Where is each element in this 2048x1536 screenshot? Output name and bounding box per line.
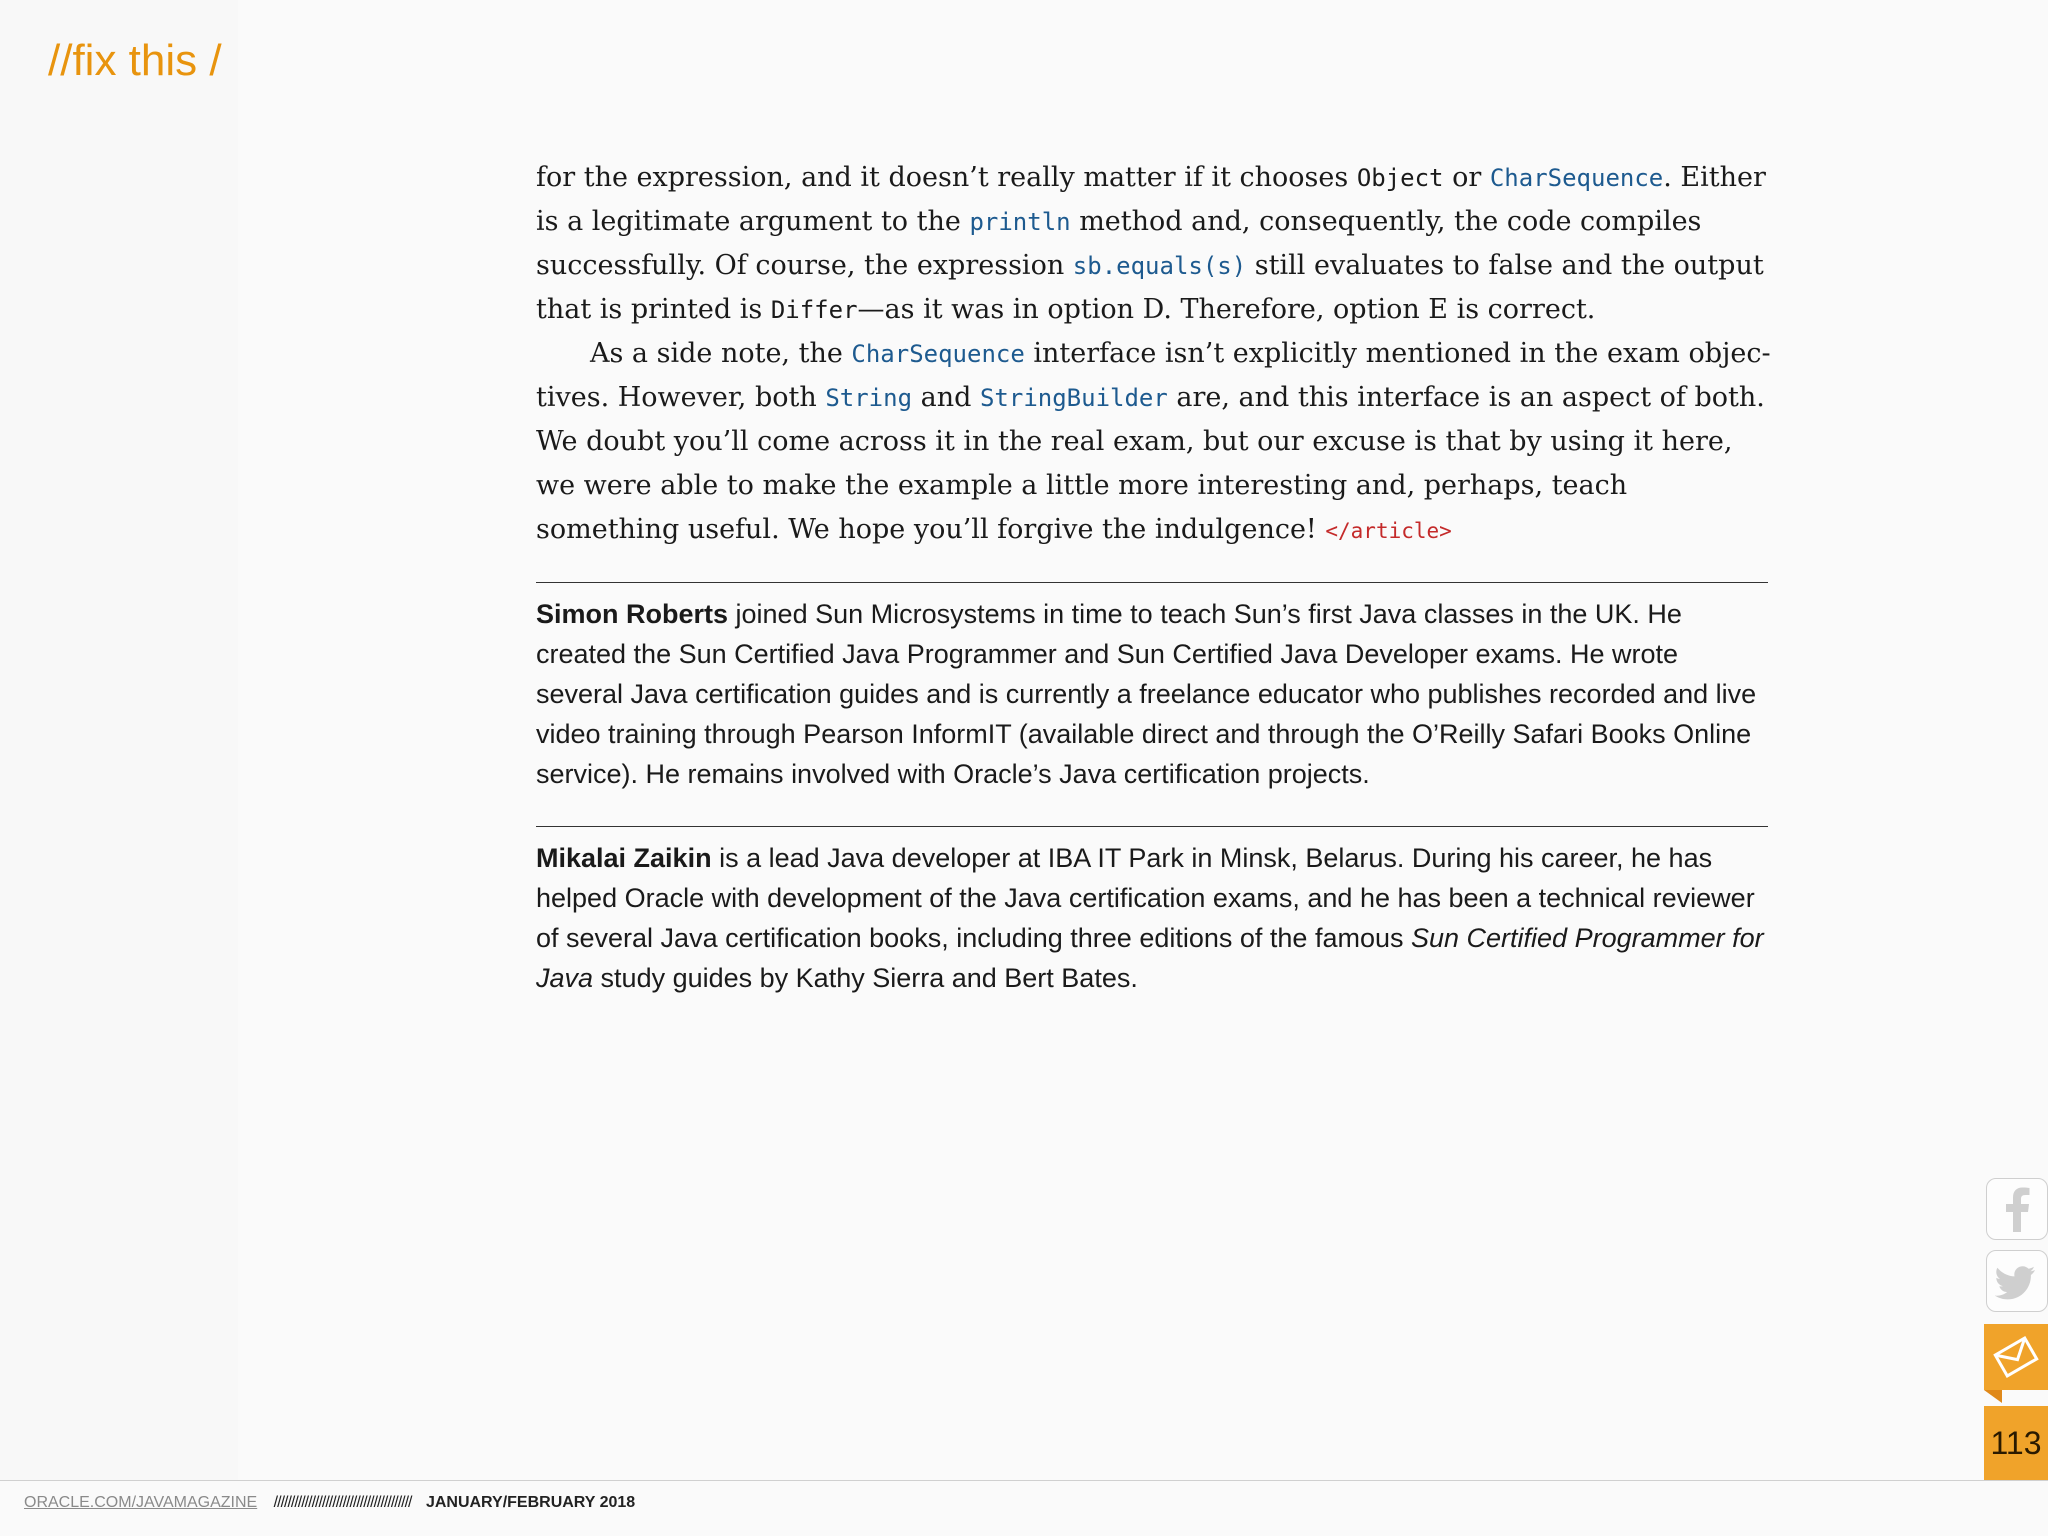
twitter-share-button[interactable] bbox=[1986, 1250, 2048, 1312]
author-bio-text: study guides by Kathy Sierra and Bert Bates. bbox=[593, 963, 1138, 993]
text-run: As a side note, the bbox=[590, 338, 852, 369]
bio-divider bbox=[536, 826, 1768, 827]
bio-divider bbox=[536, 582, 1768, 583]
email-share-button[interactable] bbox=[1984, 1324, 2048, 1390]
article-end-tag: </article> bbox=[1325, 519, 1452, 543]
section-tag: //fix this / bbox=[48, 36, 222, 85]
text-run: —as it was in option D. Therefore, option E is correct. bbox=[857, 294, 1596, 325]
facebook-icon bbox=[1997, 1184, 2037, 1234]
left-margin-band bbox=[0, 0, 238, 1480]
article-paragraph-2 bbox=[536, 332, 1772, 553]
author-name: Mikalai Zaikin bbox=[536, 843, 712, 873]
site-link[interactable]: ORACLE.COM/JAVAMAGAZINE bbox=[24, 1494, 258, 1511]
text-run: interface isn’t explicitly mentioned in the exam objectives. However, both bbox=[536, 338, 1771, 413]
email-button-tail bbox=[1984, 1390, 2002, 1403]
text-run: or bbox=[1443, 162, 1490, 193]
code-stringbuilder: StringBuilder bbox=[979, 384, 1168, 412]
article-body bbox=[536, 156, 1772, 553]
page-number: 113 bbox=[1984, 1406, 2048, 1480]
article-paragraph-1 bbox=[536, 156, 1772, 332]
code-charsequence: CharSequence bbox=[851, 340, 1025, 368]
issue-date: JANUARY/FEBRUARY 2018 bbox=[425, 1494, 636, 1511]
text-run: and bbox=[912, 382, 980, 413]
code-sb-equals: sb.equals(s) bbox=[1072, 252, 1247, 280]
text-run: method and, consequently, the code compiles successfully. Of course, the expression bbox=[536, 206, 1702, 281]
code-charsequence: CharSequence bbox=[1489, 164, 1664, 192]
facebook-share-button[interactable] bbox=[1986, 1178, 2048, 1240]
footer-divider bbox=[0, 1480, 2048, 1481]
code-differ: Differ bbox=[770, 296, 858, 324]
footer-slashes: //////////////////////////////////////// bbox=[273, 1494, 412, 1511]
author-bio-simon-roberts bbox=[536, 594, 1768, 794]
book-title: Sun Certified Programmer for Java bbox=[536, 923, 1764, 993]
author-name: Simon Roberts bbox=[536, 599, 729, 629]
twitter-icon bbox=[1995, 1261, 2039, 1301]
text-run: still evaluates to false and the output that is printed is bbox=[536, 250, 1764, 325]
text-run: for the expression, and it doesn’t really matter if it chooses bbox=[536, 162, 1357, 193]
email-icon bbox=[1984, 1324, 2048, 1390]
code-string: String bbox=[825, 384, 913, 412]
footer bbox=[24, 1494, 635, 1512]
author-bio-text: joined Sun Microsystems in time to teach Sun’s first Java classes in the UK. He created the Sun Certified Java Programmer and Sun Certified Java Developer exams. He wrote several Java certification guides and is currently a freelance educator who publishes recorded and live video training through Pearson InformIT (available direct and through the O’Reilly Safari Books Online service). He remains involved with Oracle’s Java certification projects. bbox=[536, 599, 1757, 789]
code-object: Object bbox=[1356, 164, 1444, 192]
author-bio-mikalai-zaikin bbox=[536, 838, 1768, 998]
author-bio-text: is a lead Java developer at IBA IT Park in Minsk, Belarus. During his career, he has helped Oracle with development of the Java certification exams, and he has been a technical reviewer of several Java certification books, including three editions of the famous bbox=[536, 843, 1755, 953]
code-println: println bbox=[969, 208, 1071, 236]
text-run: are, and this interface is an aspect of both. We doubt you’ll come across it in the real exam, but our excuse is that by using it here, we were able to make the example a little more interesting and, perhaps, teach something useful. We hope you’ll forgive the indulgence! bbox=[536, 382, 1765, 545]
text-run: . Either is a legitimate argument to the bbox=[536, 162, 1766, 237]
